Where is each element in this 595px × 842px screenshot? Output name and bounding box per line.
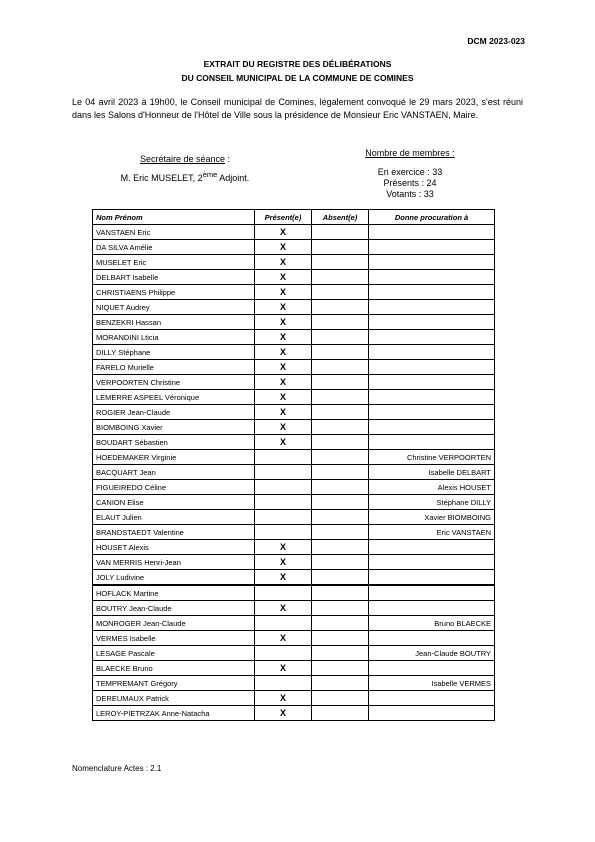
secretary-line <box>70 167 300 186</box>
member-name: BENZEKRI Hassan <box>93 315 255 330</box>
member-name: DELBART Isabelle <box>93 270 255 285</box>
members-exercice: En exercice : 33 <box>377 167 443 177</box>
proxy-name <box>369 435 495 450</box>
absent-mark <box>312 661 369 676</box>
document-title <box>0 57 595 85</box>
present-mark <box>255 465 312 480</box>
absent-mark <box>312 570 369 586</box>
header-name: Nom Prénom <box>93 210 255 225</box>
absent-mark <box>312 405 369 420</box>
member-name: DILLY Stéphane <box>93 345 255 360</box>
absent-mark <box>312 691 369 706</box>
proxy-name <box>369 360 495 375</box>
member-name: VANSTAEN Eric <box>93 225 255 240</box>
present-mark: X <box>255 225 312 240</box>
table-row <box>93 345 495 360</box>
members-block <box>330 148 490 200</box>
absent-mark <box>312 601 369 616</box>
table-row <box>93 285 495 300</box>
table-row <box>93 255 495 270</box>
present-mark: X <box>255 405 312 420</box>
present-mark: X <box>255 270 312 285</box>
member-name: BRANDSTAEDT Valentine <box>93 525 255 540</box>
table-row <box>93 240 495 255</box>
member-name: FARELO Murielle <box>93 360 255 375</box>
member-name: CANION Elise <box>93 495 255 510</box>
proxy-name <box>369 225 495 240</box>
absent-mark <box>312 706 369 721</box>
proxy-name: Christine VERPOORTEN <box>369 450 495 465</box>
member-name: BOUDART Sébastien <box>93 435 255 450</box>
table-row <box>93 465 495 480</box>
member-name: DA SILVA Amélie <box>93 240 255 255</box>
table-row <box>93 585 495 601</box>
attendance-table <box>92 209 495 721</box>
table-row <box>93 375 495 390</box>
proxy-name <box>369 420 495 435</box>
member-name: BIOMBOING Xavier <box>93 420 255 435</box>
intro-paragraph: Le 04 avril 2023 à 19h00, le Conseil municipal de Comines, légalement convoqué le 29 mars 2023, s'est réuni dans les Salons d'Honneur de l'Hôtel de Ville sous la présidence de Monsieur Eric VANSTAEN, Maire. <box>72 97 523 120</box>
absent-mark <box>312 390 369 405</box>
proxy-name <box>369 300 495 315</box>
table-row <box>93 616 495 631</box>
absent-mark <box>312 450 369 465</box>
table-row <box>93 495 495 510</box>
table-row <box>93 360 495 375</box>
proxy-name <box>369 285 495 300</box>
absent-mark <box>312 255 369 270</box>
proxy-name: Eric VANSTAEN <box>369 525 495 540</box>
proxy-name <box>369 540 495 555</box>
present-mark <box>255 480 312 495</box>
present-mark: X <box>255 420 312 435</box>
present-mark <box>255 525 312 540</box>
absent-mark <box>312 525 369 540</box>
present-mark: X <box>255 540 312 555</box>
present-mark: X <box>255 315 312 330</box>
absent-mark <box>312 270 369 285</box>
absent-mark <box>312 480 369 495</box>
absent-mark <box>312 330 369 345</box>
table-row <box>93 661 495 676</box>
table-row <box>93 631 495 646</box>
present-mark: X <box>255 240 312 255</box>
present-mark: X <box>255 601 312 616</box>
member-name: LEMERRE ASPEEL Véronique <box>93 390 255 405</box>
member-name: FIGUEIREDO Céline <box>93 480 255 495</box>
table-row <box>93 480 495 495</box>
proxy-name: Isabelle VERMES <box>369 676 495 691</box>
table-row <box>93 435 495 450</box>
member-name: BACQUART Jean <box>93 465 255 480</box>
members-presents: Présents : 24 <box>383 178 437 188</box>
table-row <box>93 330 495 345</box>
present-mark: X <box>255 661 312 676</box>
table-row <box>93 525 495 540</box>
absent-mark <box>312 315 369 330</box>
members-heading: Nombre de membres : <box>365 148 455 158</box>
member-name: MUSELET Eric <box>93 255 255 270</box>
present-mark: X <box>255 435 312 450</box>
table-row <box>93 450 495 465</box>
member-name: LESAGE Pascale <box>93 646 255 661</box>
table-row <box>93 405 495 420</box>
present-mark <box>255 676 312 691</box>
absent-mark <box>312 540 369 555</box>
table-row <box>93 540 495 555</box>
present-mark <box>255 646 312 661</box>
proxy-name <box>369 661 495 676</box>
present-mark: X <box>255 570 312 586</box>
proxy-name: Bruno BLAECKE <box>369 616 495 631</box>
absent-mark <box>312 495 369 510</box>
table-row <box>93 315 495 330</box>
absent-mark <box>312 420 369 435</box>
absent-mark <box>312 510 369 525</box>
table-row <box>93 555 495 570</box>
proxy-name: Alexis HOUSET <box>369 480 495 495</box>
absent-mark <box>312 285 369 300</box>
secretary-name: M. Eric MUSELET, 2 <box>120 173 203 183</box>
table-row <box>93 601 495 616</box>
proxy-name <box>369 240 495 255</box>
absent-mark <box>312 225 369 240</box>
header-absent: Absent(e) <box>312 210 369 225</box>
secretary-colon: : <box>225 154 231 164</box>
member-name: VERPOORTEN Christine <box>93 375 255 390</box>
proxy-name <box>369 390 495 405</box>
proxy-name <box>369 706 495 721</box>
present-mark <box>255 450 312 465</box>
present-mark: X <box>255 300 312 315</box>
absent-mark <box>312 300 369 315</box>
present-mark: X <box>255 285 312 300</box>
member-name: MONROGER Jean-Claude <box>93 616 255 631</box>
absent-mark <box>312 616 369 631</box>
member-name: ROGIER Jean-Claude <box>93 405 255 420</box>
member-name: DEREUMAUX Patrick <box>93 691 255 706</box>
present-mark: X <box>255 706 312 721</box>
member-name: VAN MERRIS Henri-Jean <box>93 555 255 570</box>
member-name: BLAECKE Bruno <box>93 661 255 676</box>
proxy-name <box>369 585 495 601</box>
member-name: HOFLACK Martine <box>93 585 255 601</box>
proxy-name <box>369 330 495 345</box>
proxy-name <box>369 601 495 616</box>
member-name: VERMES Isabelle <box>93 631 255 646</box>
member-name: HOUSET Alexis <box>93 540 255 555</box>
proxy-name <box>369 691 495 706</box>
secretary-block <box>70 151 300 186</box>
absent-mark <box>312 585 369 601</box>
present-mark: X <box>255 345 312 360</box>
header-present: Présent(e) <box>255 210 312 225</box>
proxy-name <box>369 375 495 390</box>
present-mark: X <box>255 255 312 270</box>
absent-mark <box>312 375 369 390</box>
absent-mark <box>312 676 369 691</box>
present-mark <box>255 495 312 510</box>
proxy-name: Isabelle DELBART <box>369 465 495 480</box>
present-mark: X <box>255 390 312 405</box>
members-votants: Votants : 33 <box>386 189 434 199</box>
absent-mark <box>312 435 369 450</box>
present-mark: X <box>255 360 312 375</box>
proxy-name <box>369 255 495 270</box>
member-name: TEMPREMANT Grégory <box>93 676 255 691</box>
table-row <box>93 390 495 405</box>
secretary-role: Adjoint. <box>217 173 250 183</box>
proxy-name: Jean-Claude BOUTRY <box>369 646 495 661</box>
absent-mark <box>312 631 369 646</box>
proxy-name <box>369 555 495 570</box>
secretary-heading: Secrétaire de séance <box>139 154 226 164</box>
proxy-name <box>369 631 495 646</box>
proxy-name <box>369 405 495 420</box>
member-name: NIQUET Audrey <box>93 300 255 315</box>
absent-mark <box>312 360 369 375</box>
absent-mark <box>312 646 369 661</box>
table-row <box>93 691 495 706</box>
member-name: LEROY-PIETRZAK Anne-Natacha <box>93 706 255 721</box>
member-name: CHRISTIAENS Philippe <box>93 285 255 300</box>
present-mark: X <box>255 375 312 390</box>
title-line-1: EXTRAIT DU REGISTRE DES DÉLIBÉRATIONS <box>203 59 392 69</box>
present-mark <box>255 585 312 601</box>
proxy-name <box>369 315 495 330</box>
table-row <box>93 270 495 285</box>
absent-mark <box>312 465 369 480</box>
header-proxy: Donne procuration à <box>369 210 495 225</box>
present-mark: X <box>255 691 312 706</box>
proxy-name <box>369 345 495 360</box>
table-row <box>93 706 495 721</box>
table-row <box>93 225 495 240</box>
table-row <box>93 420 495 435</box>
proxy-name: Xavier BIOMBOING <box>369 510 495 525</box>
absent-mark <box>312 555 369 570</box>
footer-nomenclature: Nomenclature Actes : 2.1 <box>72 764 162 773</box>
member-name: HOEDEMAKER Virginie <box>93 450 255 465</box>
proxy-name <box>369 270 495 285</box>
table-header-row <box>93 210 495 225</box>
member-name: MORANDINI Lticia <box>93 330 255 345</box>
title-line-2: DU CONSEIL MUNICIPAL DE LA COMMUNE DE COMINES <box>181 73 414 83</box>
table-row <box>93 510 495 525</box>
table-row <box>93 646 495 661</box>
present-mark: X <box>255 631 312 646</box>
document-reference: DCM 2023-023 <box>467 36 525 46</box>
present-mark <box>255 616 312 631</box>
proxy-name: Stéphane DILLY <box>369 495 495 510</box>
present-mark: X <box>255 555 312 570</box>
table-row <box>93 300 495 315</box>
absent-mark <box>312 240 369 255</box>
table-row <box>93 676 495 691</box>
member-name: JOLY Ludivine <box>93 570 255 586</box>
present-mark <box>255 510 312 525</box>
present-mark: X <box>255 330 312 345</box>
secretary-sup: ème <box>202 170 218 179</box>
member-name: BOUTRY Jean-Claude <box>93 601 255 616</box>
member-name: ELAUT Julien <box>93 510 255 525</box>
table-row <box>93 570 495 586</box>
proxy-name <box>369 570 495 586</box>
absent-mark <box>312 345 369 360</box>
